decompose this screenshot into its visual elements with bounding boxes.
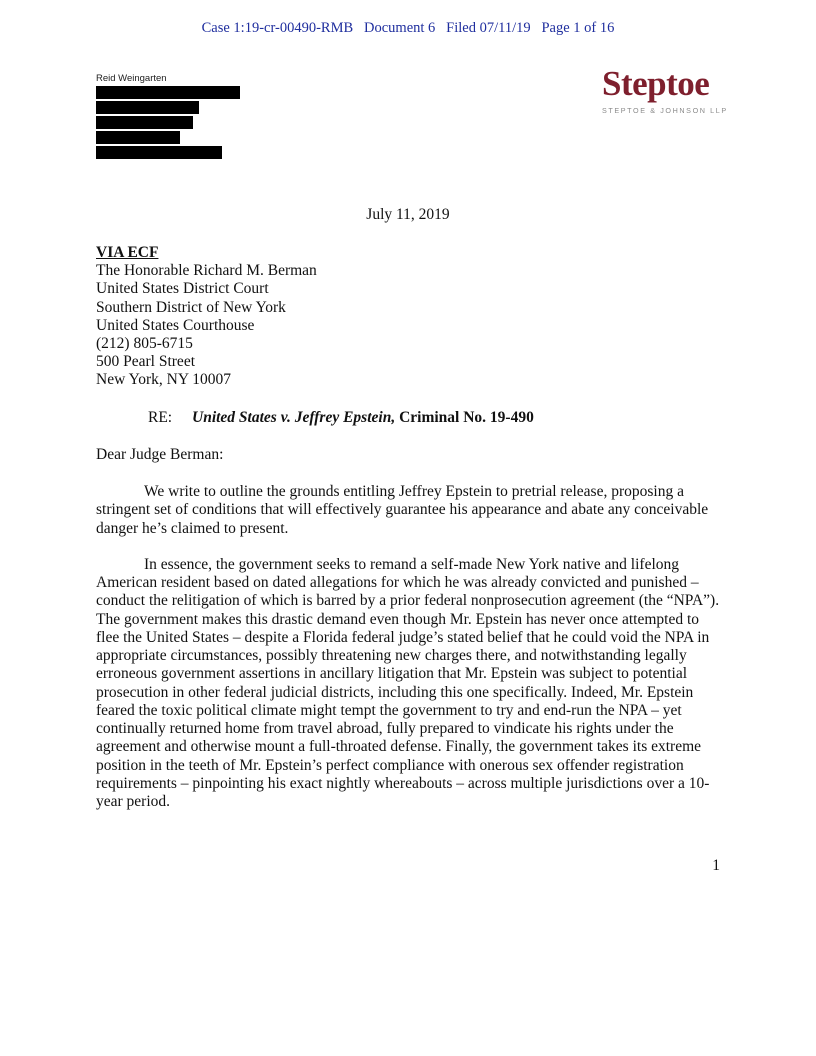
re-label: RE: (148, 409, 173, 426)
recipient-line: United States Courthouse (96, 316, 255, 334)
firm-logo (602, 64, 728, 115)
redaction-bar (96, 86, 240, 99)
recipient-line: The Honorable Richard M. Berman (96, 262, 317, 280)
recipient-line: New York, NY 10007 (96, 371, 232, 389)
redaction-bar (96, 116, 193, 129)
case-number: Criminal No. 19-490 (399, 409, 534, 426)
page-number: 1 (712, 857, 720, 874)
steptoe-wordmark: Steptoe (602, 64, 710, 103)
recipient-line: 500 Pearl Street (96, 353, 196, 371)
steptoe-tagline: STEPTOE & JOHNSON LLP (602, 106, 728, 115)
attorney-name: Reid Weingarten (96, 73, 167, 84)
delivery-method: VIA ECF (96, 244, 159, 261)
case-stamp: Case 1:19-cr-00490-RMB Document 6 Filed 07/11/19 Page 1 of 16 (201, 20, 615, 36)
redaction-bars (96, 86, 240, 161)
recipient-block (96, 244, 317, 390)
redaction-bar (96, 101, 199, 114)
paragraph-2: In essence, the government seeks to remand a self-made New York native and lifelong American resident based on dated allegations for which he was already convicted and punished – conduct the relitigation of which is barred by a prior federal nonprosecution agreement (the “NPA”). The government makes this drastic demand even though Mr. Epstein has never once attempted to flee the United States – despite a Florida federal judge’s stated belief that he could void the NPA in appropriate circumstances, possibly threatening new charges there, and notwithstanding legally erroneous government assertions in ancillary litigation that Mr. Epstein was subject to potential prosecution in other federal judicial districts, including this one specifically. Indeed, Mr. Epstein feared the toxic political climate might tempt the government to try and end-run the NPA – yet continually returned home from travel abroad, fully prepared to vindicate his rights under the agreement and otherwise mount a full-throated defense. Finally, the government takes its extreme position in the teeth of Mr. Epstein’s perfect compliance with onerous sex offender registration requirements – pinpointing his exact nightly whereabouts – across multiple jurisdictions over a 10-year period. (96, 555, 720, 810)
letter-body (96, 483, 720, 811)
recipient-line: (212) 805-6715 (96, 335, 193, 353)
redaction-bar (96, 146, 222, 159)
re-line (148, 409, 534, 427)
letter-date: July 11, 2019 (366, 206, 450, 223)
paragraph-1: We write to outline the grounds entitling Jeffrey Epstein to pretrial release, proposing a stringent set of conditions that will effectively guarantee his appearance and abate any conceivable danger he’s claimed to present. (96, 483, 709, 537)
recipient-line: United States District Court (96, 280, 269, 298)
recipient-line: Southern District of New York (96, 298, 286, 316)
redaction-bar (96, 131, 180, 144)
case-name: United States v. Jeffrey Epstein, (192, 409, 396, 426)
salutation: Dear Judge Berman: (96, 446, 224, 463)
